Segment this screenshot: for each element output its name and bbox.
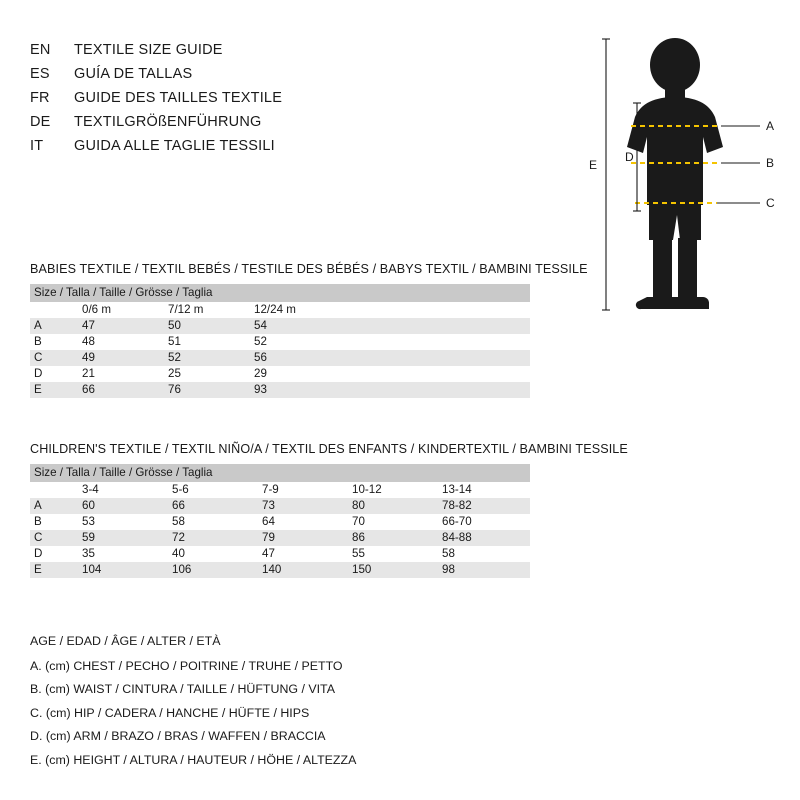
table-row xyxy=(30,350,530,366)
table-cell: 72 xyxy=(172,531,185,544)
language-code: ES xyxy=(30,66,50,82)
table-cell: 51 xyxy=(168,335,181,348)
corner-cell xyxy=(30,482,80,498)
table-cell: 73 xyxy=(262,499,275,512)
table-row xyxy=(30,382,530,398)
row-key: A xyxy=(34,319,42,332)
table-cell: 21 xyxy=(82,367,95,380)
table-row xyxy=(30,514,530,530)
children-heading: CHILDREN'S TEXTILE / TEXTIL NIÑO/A / TEXTIL DES ENFANTS / KINDERTEXTIL / BAMBINI TESSILE xyxy=(30,442,628,456)
table-cell: 52 xyxy=(168,351,181,364)
table-cell: 25 xyxy=(168,367,181,380)
table-cell: 60 xyxy=(82,499,95,512)
table-cell: 150 xyxy=(352,563,372,576)
column-header: 5-6 xyxy=(172,483,189,496)
language-code: FR xyxy=(30,90,50,106)
corner-cell xyxy=(30,302,80,318)
title-block xyxy=(30,40,360,160)
legend-item-e: E. (cm) HEIGHT / ALTURA / HAUTEUR / HÖHE / ALTEZZA xyxy=(30,752,357,767)
table-row xyxy=(30,498,530,514)
leader-lines xyxy=(717,126,760,203)
figure-label-c: C xyxy=(766,196,775,210)
table-cell: 140 xyxy=(262,563,282,576)
table-cell: 66 xyxy=(82,383,95,396)
legend-item-b: B. (cm) WAIST / CINTURA / TAILLE / HÜFTUNG / VITA xyxy=(30,682,335,696)
column-header: 0/6 m xyxy=(82,303,111,316)
vertical-measure-e xyxy=(602,39,610,310)
page-title: GUÍA DE TALLAS xyxy=(74,66,193,82)
row-key: B xyxy=(34,335,42,348)
table-row-size-label xyxy=(30,284,530,302)
title-row xyxy=(30,136,360,157)
children-section xyxy=(30,442,628,578)
title-row xyxy=(30,112,360,133)
children-size-table xyxy=(30,464,530,578)
row-key: D xyxy=(34,367,43,380)
table-cell: 40 xyxy=(172,547,185,560)
page-title: GUIDE DES TAILLES TEXTILE xyxy=(74,90,283,106)
babies-size-label: Size / Talla / Taille / Grösse / Taglia xyxy=(34,286,213,299)
table-cell: 49 xyxy=(82,351,95,364)
table-cell: 48 xyxy=(82,335,95,348)
table-cell: 86 xyxy=(352,531,365,544)
table-cell: 58 xyxy=(442,547,455,560)
figure-label-b: B xyxy=(766,156,775,170)
column-header: 12/24 m xyxy=(254,303,296,316)
column-header: 7/12 m xyxy=(168,303,204,316)
table-cell: 47 xyxy=(262,547,275,560)
row-key: D xyxy=(34,547,43,560)
column-header: 7-9 xyxy=(262,483,279,496)
table-cell: 54 xyxy=(254,319,267,332)
legend-block xyxy=(30,630,550,772)
table-cell: 59 xyxy=(82,531,95,544)
table-cell: 93 xyxy=(254,383,267,396)
page-title: GUIDA ALLE TAGLIE TESSILI xyxy=(74,138,275,154)
table-cell: 84-88 xyxy=(442,531,472,544)
table-row xyxy=(30,546,530,562)
row-key: E xyxy=(34,563,42,576)
babies-section xyxy=(30,262,588,398)
title-row xyxy=(30,88,360,109)
table-cell: 106 xyxy=(172,563,192,576)
page-title: TEXTILE SIZE GUIDE xyxy=(74,42,223,58)
table-cell: 66 xyxy=(172,499,185,512)
table-cell: 53 xyxy=(82,515,95,528)
legend-item-c: C. (cm) HIP / CADERA / HANCHE / HÜFTE / HIPS xyxy=(30,705,310,720)
table-cell: 80 xyxy=(352,499,365,512)
table-cell: 29 xyxy=(254,367,267,380)
table-cell: 55 xyxy=(352,547,365,560)
figure-label-e: E xyxy=(589,158,598,172)
table-row xyxy=(30,366,530,382)
language-code: EN xyxy=(30,42,51,58)
table-cell: 50 xyxy=(168,319,181,332)
row-key: C xyxy=(34,531,43,544)
table-row-columns xyxy=(30,302,530,318)
table-cell: 76 xyxy=(168,383,181,396)
babies-heading: BABIES TEXTILE / TEXTIL BEBÉS / TESTILE DES BÉBÉS / BABYS TEXTIL / BAMBINI TESSILE xyxy=(30,262,588,276)
babies-size-table xyxy=(30,284,530,398)
column-header: 3-4 xyxy=(82,483,99,496)
table-row xyxy=(30,530,530,546)
measurement-figure xyxy=(575,25,790,325)
table-cell: 52 xyxy=(254,335,267,348)
table-cell: 104 xyxy=(82,563,102,576)
table-row xyxy=(30,334,530,350)
legend-item-d: D. (cm) ARM / BRAZO / BRAS / WAFFEN / BRACCIA xyxy=(30,729,326,743)
table-cell: 78-82 xyxy=(442,499,472,512)
table-cell: 35 xyxy=(82,547,95,560)
table-cell: 98 xyxy=(442,563,455,576)
language-code: DE xyxy=(30,114,51,130)
table-cell: 70 xyxy=(352,515,365,528)
column-header: 10-12 xyxy=(352,483,382,496)
table-row-columns xyxy=(30,482,530,498)
children-size-label: Size / Talla / Taille / Grösse / Taglia xyxy=(34,466,213,479)
row-key: B xyxy=(34,515,42,528)
table-cell: 66-70 xyxy=(442,515,472,528)
table-row-size-label xyxy=(30,464,530,482)
figure-label-d: D xyxy=(625,150,634,164)
child-silhouette-icon xyxy=(627,38,723,309)
legend-item-a: A. (cm) CHEST / PECHO / POITRINE / TRUHE / PETTO xyxy=(30,658,343,673)
table-cell: 56 xyxy=(254,351,267,364)
row-key: C xyxy=(34,351,43,364)
table-row xyxy=(30,318,530,334)
row-key: E xyxy=(34,383,42,396)
table-cell: 64 xyxy=(262,515,275,528)
legend-title: AGE / EDAD / ÂGE / ALTER / ETÀ xyxy=(30,634,221,648)
title-row xyxy=(30,40,360,61)
column-header: 13-14 xyxy=(442,483,472,496)
row-key: A xyxy=(34,499,42,512)
table-cell: 58 xyxy=(172,515,185,528)
title-row xyxy=(30,64,360,85)
table-cell: 47 xyxy=(82,319,95,332)
figure-label-a: A xyxy=(766,119,775,133)
table-cell: 79 xyxy=(262,531,275,544)
table-row xyxy=(30,562,530,578)
language-code: IT xyxy=(30,138,44,154)
page-title: TEXTILGRÖßENFÜHRUNG xyxy=(74,114,262,130)
